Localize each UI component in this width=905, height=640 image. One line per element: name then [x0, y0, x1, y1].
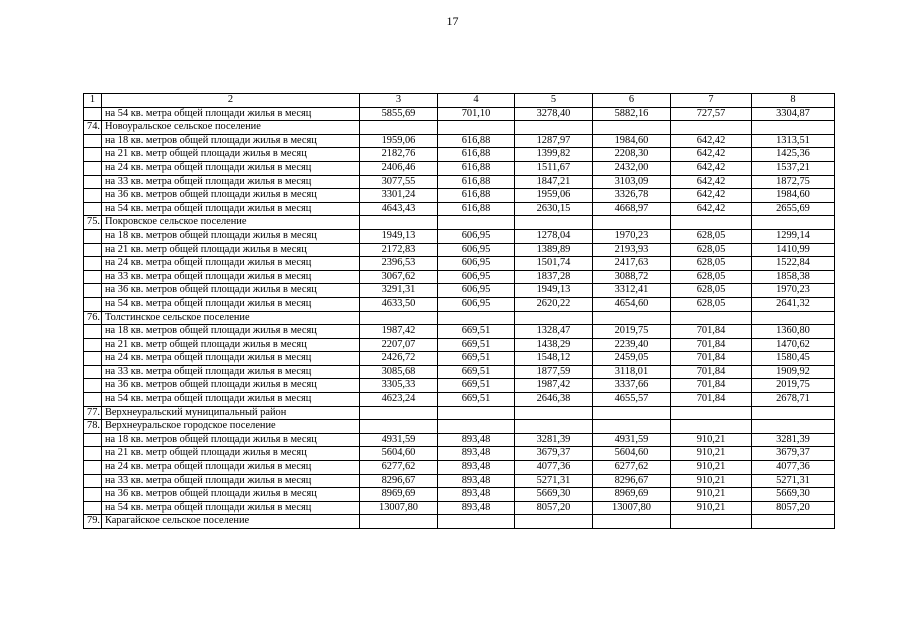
value-cell-col-5: 3281,39 — [515, 433, 593, 447]
value-cell-col-4: 669,51 — [438, 379, 515, 393]
row-description: на 36 кв. метров общей площади жилья в месяц — [102, 189, 360, 203]
value-cell-col-7: 701,84 — [671, 325, 752, 339]
row-number — [84, 393, 102, 407]
row-number — [84, 297, 102, 311]
value-cell-col-4 — [438, 515, 515, 529]
table-row — [84, 393, 835, 407]
page-number: 17 — [446, 14, 459, 28]
value-cell-col-3: 1949,13 — [360, 229, 438, 243]
value-cell-col-6: 3337,66 — [593, 379, 671, 393]
table-row — [84, 365, 835, 379]
column-header-5: 5 — [515, 94, 593, 108]
value-cell-col-4: 616,88 — [438, 202, 515, 216]
value-cell-col-6: 8296,67 — [593, 474, 671, 488]
tariff-table — [83, 93, 835, 529]
value-cell-col-8: 2655,69 — [752, 202, 835, 216]
value-cell-col-3: 2426,72 — [360, 352, 438, 366]
value-cell-col-8: 5271,31 — [752, 474, 835, 488]
value-cell-col-4: 606,95 — [438, 243, 515, 257]
row-number — [84, 338, 102, 352]
value-cell-col-3: 4643,43 — [360, 202, 438, 216]
value-cell-col-8 — [752, 121, 835, 135]
value-cell-col-4: 669,51 — [438, 393, 515, 407]
value-cell-col-7: 628,05 — [671, 257, 752, 271]
row-number — [84, 352, 102, 366]
value-cell-col-4: 893,48 — [438, 474, 515, 488]
table-row — [84, 325, 835, 339]
value-cell-col-6: 2417,63 — [593, 257, 671, 271]
value-cell-col-8: 2641,32 — [752, 297, 835, 311]
row-number — [84, 202, 102, 216]
table-row — [84, 338, 835, 352]
value-cell-col-4: 616,88 — [438, 175, 515, 189]
value-cell-col-5 — [515, 420, 593, 434]
value-cell-col-6: 3118,01 — [593, 365, 671, 379]
column-header-3: 3 — [360, 94, 438, 108]
value-cell-col-8: 3679,37 — [752, 447, 835, 461]
value-cell-col-5 — [515, 216, 593, 230]
value-cell-col-7: 910,21 — [671, 461, 752, 475]
value-cell-col-5 — [515, 406, 593, 420]
value-cell-col-6: 13007,80 — [593, 501, 671, 515]
value-cell-col-4 — [438, 121, 515, 135]
value-cell-col-3: 2207,07 — [360, 338, 438, 352]
value-cell-col-4: 616,88 — [438, 148, 515, 162]
table-row — [84, 270, 835, 284]
row-description: на 33 кв. метра общей площади жилья в месяц — [102, 474, 360, 488]
value-cell-col-3 — [360, 406, 438, 420]
row-description: на 54 кв. метра общей площади жилья в месяц — [102, 107, 360, 121]
row-number — [84, 284, 102, 298]
row-number — [84, 257, 102, 271]
value-cell-col-3: 3301,24 — [360, 189, 438, 203]
value-cell-col-8: 1858,38 — [752, 270, 835, 284]
value-cell-col-5: 1511,67 — [515, 161, 593, 175]
row-number: 74. — [84, 121, 102, 135]
value-cell-col-7: 701,84 — [671, 365, 752, 379]
value-cell-col-4: 606,95 — [438, 270, 515, 284]
value-cell-col-8: 1410,99 — [752, 243, 835, 257]
value-cell-col-5 — [515, 515, 593, 529]
value-cell-col-3: 5855,69 — [360, 107, 438, 121]
value-cell-col-4: 669,51 — [438, 338, 515, 352]
table-row — [84, 488, 835, 502]
value-cell-col-5: 2646,38 — [515, 393, 593, 407]
row-description: на 33 кв. метра общей площади жилья в месяц — [102, 175, 360, 189]
value-cell-col-7: 701,84 — [671, 338, 752, 352]
table-row — [84, 189, 835, 203]
value-cell-col-7: 628,05 — [671, 284, 752, 298]
value-cell-col-6: 2459,05 — [593, 352, 671, 366]
value-cell-col-8 — [752, 406, 835, 420]
value-cell-col-7: 642,42 — [671, 161, 752, 175]
row-number — [84, 488, 102, 502]
table-row — [84, 379, 835, 393]
value-cell-col-5: 1837,28 — [515, 270, 593, 284]
value-cell-col-6 — [593, 515, 671, 529]
value-cell-col-8: 1984,60 — [752, 189, 835, 203]
value-cell-col-3: 2396,53 — [360, 257, 438, 271]
row-description: Покровское сельское поселение — [102, 216, 360, 230]
row-description: на 33 кв. метра общей площади жилья в месяц — [102, 270, 360, 284]
row-number — [84, 161, 102, 175]
value-cell-col-5: 5271,31 — [515, 474, 593, 488]
value-cell-col-8 — [752, 515, 835, 529]
row-description: на 24 кв. метра общей площади жилья в месяц — [102, 352, 360, 366]
value-cell-col-5: 1877,59 — [515, 365, 593, 379]
value-cell-col-6 — [593, 216, 671, 230]
value-cell-col-4 — [438, 216, 515, 230]
value-cell-col-5: 8057,20 — [515, 501, 593, 515]
value-cell-col-7 — [671, 216, 752, 230]
value-cell-col-8: 5669,30 — [752, 488, 835, 502]
row-description: на 21 кв. метр общей площади жилья в месяц — [102, 148, 360, 162]
value-cell-col-6: 2208,30 — [593, 148, 671, 162]
value-cell-col-7: 628,05 — [671, 229, 752, 243]
value-cell-col-8: 1313,51 — [752, 134, 835, 148]
row-description: Карагайское сельское поселение — [102, 515, 360, 529]
value-cell-col-8: 3304,87 — [752, 107, 835, 121]
value-cell-col-5: 1847,21 — [515, 175, 593, 189]
value-cell-col-3: 5604,60 — [360, 447, 438, 461]
value-cell-col-6: 5882,16 — [593, 107, 671, 121]
value-cell-col-7: 642,42 — [671, 175, 752, 189]
row-description: Толстинское сельское поселение — [102, 311, 360, 325]
value-cell-col-5: 1328,47 — [515, 325, 593, 339]
row-number: 76. — [84, 311, 102, 325]
row-description: на 21 кв. метр общей площади жилья в месяц — [102, 243, 360, 257]
value-cell-col-5: 1548,12 — [515, 352, 593, 366]
column-header-7: 7 — [671, 94, 752, 108]
value-cell-col-3: 8296,67 — [360, 474, 438, 488]
value-cell-col-6: 4668,97 — [593, 202, 671, 216]
row-description: на 54 кв. метра общей площади жилья в месяц — [102, 297, 360, 311]
value-cell-col-4 — [438, 406, 515, 420]
value-cell-col-4: 606,95 — [438, 284, 515, 298]
value-cell-col-7: 910,21 — [671, 433, 752, 447]
table-row — [84, 284, 835, 298]
row-number — [84, 175, 102, 189]
value-cell-col-6: 3312,41 — [593, 284, 671, 298]
value-cell-col-8: 1580,45 — [752, 352, 835, 366]
value-cell-col-7: 642,42 — [671, 148, 752, 162]
value-cell-col-3: 6277,62 — [360, 461, 438, 475]
value-cell-col-7: 701,84 — [671, 379, 752, 393]
value-cell-col-8: 2019,75 — [752, 379, 835, 393]
value-cell-col-5: 1987,42 — [515, 379, 593, 393]
value-cell-col-3 — [360, 420, 438, 434]
value-cell-col-8: 1360,80 — [752, 325, 835, 339]
value-cell-col-8: 1872,75 — [752, 175, 835, 189]
row-number — [84, 189, 102, 203]
value-cell-col-6 — [593, 311, 671, 325]
value-cell-col-5: 1389,89 — [515, 243, 593, 257]
value-cell-col-7: 727,57 — [671, 107, 752, 121]
value-cell-col-4: 669,51 — [438, 352, 515, 366]
value-cell-col-5 — [515, 121, 593, 135]
value-cell-col-5: 4077,36 — [515, 461, 593, 475]
value-cell-col-4: 606,95 — [438, 297, 515, 311]
value-cell-col-5: 2620,22 — [515, 297, 593, 311]
value-cell-col-4: 893,48 — [438, 461, 515, 475]
value-cell-col-5 — [515, 311, 593, 325]
value-cell-col-7: 910,21 — [671, 488, 752, 502]
value-cell-col-3: 4633,50 — [360, 297, 438, 311]
table-row — [84, 107, 835, 121]
value-cell-col-8: 8057,20 — [752, 501, 835, 515]
column-header-6: 6 — [593, 94, 671, 108]
value-cell-col-7: 628,05 — [671, 297, 752, 311]
table-row — [84, 447, 835, 461]
table-row — [84, 229, 835, 243]
value-cell-col-3: 2172,83 — [360, 243, 438, 257]
row-number: 75. — [84, 216, 102, 230]
value-cell-col-6: 3326,78 — [593, 189, 671, 203]
row-number: 78. — [84, 420, 102, 434]
value-cell-col-8: 4077,36 — [752, 461, 835, 475]
value-cell-col-7 — [671, 515, 752, 529]
value-cell-col-4: 616,88 — [438, 161, 515, 175]
value-cell-col-4: 701,10 — [438, 107, 515, 121]
value-cell-col-3 — [360, 311, 438, 325]
row-number — [84, 229, 102, 243]
value-cell-col-7: 642,42 — [671, 202, 752, 216]
value-cell-col-8: 1970,23 — [752, 284, 835, 298]
value-cell-col-7: 910,21 — [671, 474, 752, 488]
table-row — [84, 501, 835, 515]
value-cell-col-3: 3291,31 — [360, 284, 438, 298]
value-cell-col-4: 606,95 — [438, 257, 515, 271]
row-number — [84, 365, 102, 379]
value-cell-col-8: 1909,92 — [752, 365, 835, 379]
value-cell-col-8: 1425,36 — [752, 148, 835, 162]
row-number: 77. — [84, 406, 102, 420]
value-cell-col-7: 701,84 — [671, 352, 752, 366]
row-description: на 18 кв. метров общей площади жилья в месяц — [102, 433, 360, 447]
column-header-1: 1 — [84, 94, 102, 108]
value-cell-col-3: 3305,33 — [360, 379, 438, 393]
table-row — [84, 297, 835, 311]
table-row — [84, 433, 835, 447]
value-cell-col-3: 3085,68 — [360, 365, 438, 379]
table-row — [84, 161, 835, 175]
row-number — [84, 243, 102, 257]
value-cell-col-3: 2182,76 — [360, 148, 438, 162]
table-row — [84, 420, 835, 434]
row-number — [84, 447, 102, 461]
table-row — [84, 243, 835, 257]
value-cell-col-5: 1501,74 — [515, 257, 593, 271]
value-cell-col-4 — [438, 311, 515, 325]
value-cell-col-8 — [752, 311, 835, 325]
row-description: на 24 кв. метра общей площади жилья в месяц — [102, 461, 360, 475]
value-cell-col-5: 5669,30 — [515, 488, 593, 502]
value-cell-col-8: 3281,39 — [752, 433, 835, 447]
value-cell-col-4: 616,88 — [438, 134, 515, 148]
value-cell-col-8: 1299,14 — [752, 229, 835, 243]
value-cell-col-4: 893,48 — [438, 447, 515, 461]
value-cell-col-3: 4931,59 — [360, 433, 438, 447]
row-description: на 21 кв. метр общей площади жилья в месяц — [102, 338, 360, 352]
row-description: на 36 кв. метров общей площади жилья в месяц — [102, 284, 360, 298]
column-header-8: 8 — [752, 94, 835, 108]
value-cell-col-3: 1987,42 — [360, 325, 438, 339]
value-cell-col-5: 1438,29 — [515, 338, 593, 352]
table-row — [84, 175, 835, 189]
value-cell-col-3: 1959,06 — [360, 134, 438, 148]
value-cell-col-8: 1522,84 — [752, 257, 835, 271]
table-row — [84, 515, 835, 529]
value-cell-col-7: 628,05 — [671, 270, 752, 284]
row-description: на 18 кв. метров общей площади жилья в месяц — [102, 134, 360, 148]
value-cell-col-8: 1470,62 — [752, 338, 835, 352]
row-description: Новоуральское сельское поселение — [102, 121, 360, 135]
column-header-2: 2 — [102, 94, 360, 108]
value-cell-col-3: 3077,55 — [360, 175, 438, 189]
table-row — [84, 121, 835, 135]
value-cell-col-5: 1278,04 — [515, 229, 593, 243]
value-cell-col-6: 2239,40 — [593, 338, 671, 352]
value-cell-col-6: 1970,23 — [593, 229, 671, 243]
value-cell-col-7: 642,42 — [671, 189, 752, 203]
table-row — [84, 461, 835, 475]
value-cell-col-8 — [752, 216, 835, 230]
value-cell-col-4: 669,51 — [438, 365, 515, 379]
row-number — [84, 107, 102, 121]
row-number — [84, 148, 102, 162]
table-header-row — [84, 94, 835, 108]
row-description: на 54 кв. метра общей площади жилья в месяц — [102, 393, 360, 407]
value-cell-col-6 — [593, 420, 671, 434]
table-row — [84, 216, 835, 230]
value-cell-col-4: 669,51 — [438, 325, 515, 339]
value-cell-col-5: 1949,13 — [515, 284, 593, 298]
row-number — [84, 134, 102, 148]
value-cell-col-7: 701,84 — [671, 393, 752, 407]
value-cell-col-6: 1984,60 — [593, 134, 671, 148]
value-cell-col-4: 616,88 — [438, 189, 515, 203]
value-cell-col-6: 4931,59 — [593, 433, 671, 447]
value-cell-col-5: 1399,82 — [515, 148, 593, 162]
value-cell-col-3: 3067,62 — [360, 270, 438, 284]
table-row — [84, 202, 835, 216]
value-cell-col-8 — [752, 420, 835, 434]
row-number — [84, 461, 102, 475]
row-number — [84, 433, 102, 447]
value-cell-col-7: 628,05 — [671, 243, 752, 257]
value-cell-col-8: 2678,71 — [752, 393, 835, 407]
row-description: на 54 кв. метра общей площади жилья в месяц — [102, 202, 360, 216]
value-cell-col-3: 13007,80 — [360, 501, 438, 515]
value-cell-col-3: 4623,24 — [360, 393, 438, 407]
table-row — [84, 352, 835, 366]
value-cell-col-6: 2193,93 — [593, 243, 671, 257]
value-cell-col-3 — [360, 216, 438, 230]
table-row — [84, 406, 835, 420]
row-description: на 36 кв. метров общей площади жилья в месяц — [102, 488, 360, 502]
value-cell-col-7: 910,21 — [671, 447, 752, 461]
value-cell-col-3: 8969,69 — [360, 488, 438, 502]
row-description: на 24 кв. метра общей площади жилья в месяц — [102, 161, 360, 175]
value-cell-col-3: 2406,46 — [360, 161, 438, 175]
value-cell-col-7 — [671, 406, 752, 420]
value-cell-col-6: 2019,75 — [593, 325, 671, 339]
row-description: Верхнеуральское городское поселение — [102, 420, 360, 434]
row-description: на 18 кв. метров общей площади жилья в месяц — [102, 229, 360, 243]
row-description: Верхнеуральский муниципальный район — [102, 406, 360, 420]
value-cell-col-6: 3103,09 — [593, 175, 671, 189]
table-row — [84, 474, 835, 488]
value-cell-col-4: 893,48 — [438, 501, 515, 515]
table-row — [84, 148, 835, 162]
table-row — [84, 257, 835, 271]
value-cell-col-4 — [438, 420, 515, 434]
row-description: на 33 кв. метра общей площади жилья в месяц — [102, 365, 360, 379]
value-cell-col-5: 1287,97 — [515, 134, 593, 148]
table-row — [84, 134, 835, 148]
row-description: на 21 кв. метр общей площади жилья в месяц — [102, 447, 360, 461]
row-number — [84, 325, 102, 339]
value-cell-col-6: 5604,60 — [593, 447, 671, 461]
value-cell-col-5: 3679,37 — [515, 447, 593, 461]
row-description: на 18 кв. метров общей площади жилья в месяц — [102, 325, 360, 339]
value-cell-col-6: 8969,69 — [593, 488, 671, 502]
value-cell-col-6: 3088,72 — [593, 270, 671, 284]
row-number: 79. — [84, 515, 102, 529]
value-cell-col-4: 893,48 — [438, 433, 515, 447]
value-cell-col-5: 3278,40 — [515, 107, 593, 121]
column-header-4: 4 — [438, 94, 515, 108]
row-number — [84, 501, 102, 515]
value-cell-col-6: 6277,62 — [593, 461, 671, 475]
value-cell-col-4: 606,95 — [438, 229, 515, 243]
value-cell-col-4: 893,48 — [438, 488, 515, 502]
row-number — [84, 379, 102, 393]
value-cell-col-7 — [671, 311, 752, 325]
value-cell-col-7 — [671, 121, 752, 135]
row-number — [84, 270, 102, 284]
value-cell-col-5: 2630,15 — [515, 202, 593, 216]
value-cell-col-3 — [360, 121, 438, 135]
value-cell-col-7: 910,21 — [671, 501, 752, 515]
value-cell-col-3 — [360, 515, 438, 529]
value-cell-col-5: 1959,06 — [515, 189, 593, 203]
row-description: на 24 кв. метра общей площади жилья в месяц — [102, 257, 360, 271]
value-cell-col-8: 1537,21 — [752, 161, 835, 175]
row-number — [84, 474, 102, 488]
value-cell-col-6: 4655,57 — [593, 393, 671, 407]
value-cell-col-7: 642,42 — [671, 134, 752, 148]
value-cell-col-7 — [671, 420, 752, 434]
value-cell-col-6: 4654,60 — [593, 297, 671, 311]
table-row — [84, 311, 835, 325]
row-description: на 54 кв. метра общей площади жилья в месяц — [102, 501, 360, 515]
value-cell-col-6: 2432,00 — [593, 161, 671, 175]
value-cell-col-6 — [593, 406, 671, 420]
value-cell-col-6 — [593, 121, 671, 135]
row-description: на 36 кв. метров общей площади жилья в месяц — [102, 379, 360, 393]
